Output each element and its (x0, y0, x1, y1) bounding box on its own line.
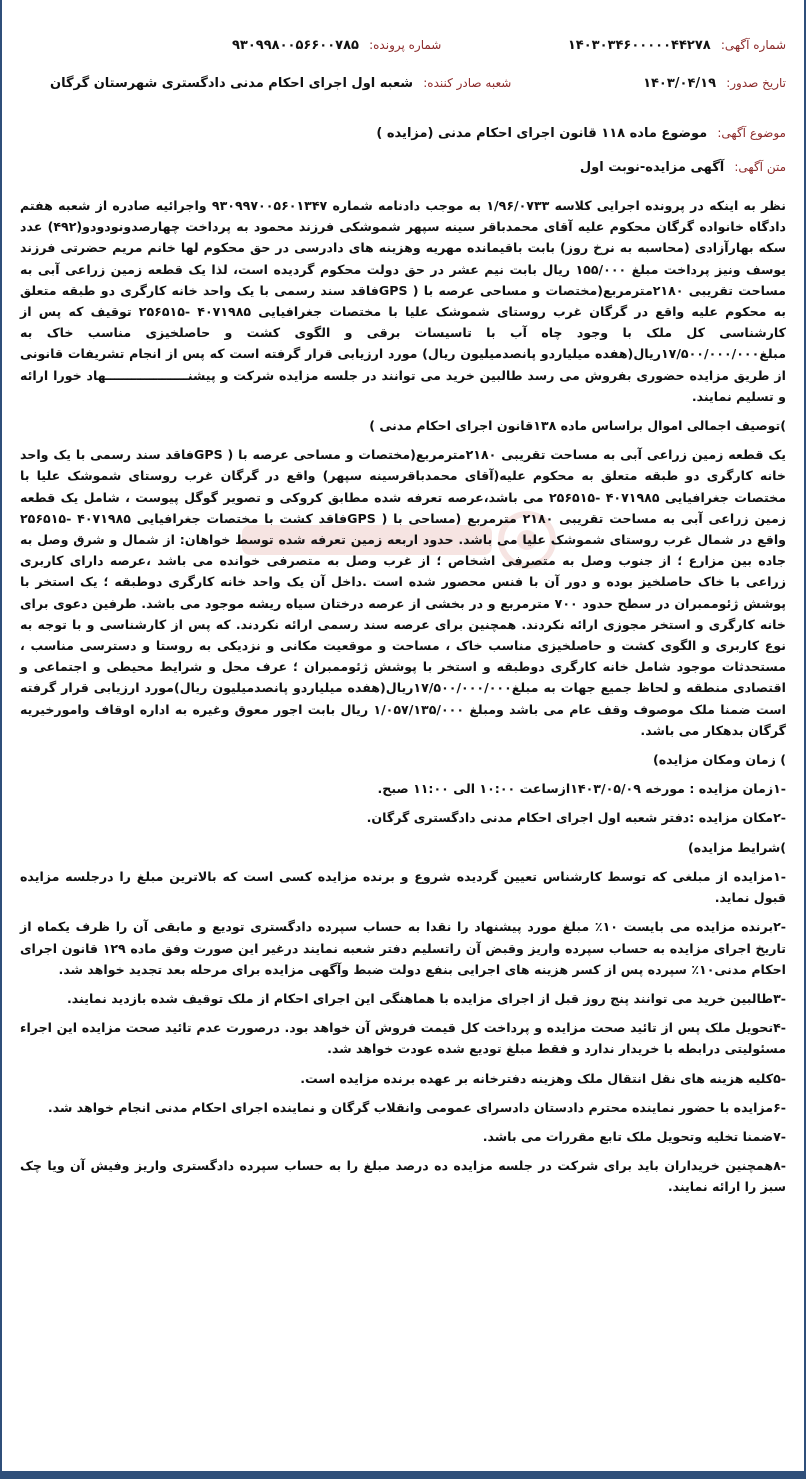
term-item: -۵کلیه هزینه های نقل انتقال ملک وهزینه دفترخانه بر عهده برنده مزایده است. (300, 1070, 786, 1086)
notice-number: ۱۴۰۳۰۳۴۶۰۰۰۰۰۴۴۲۷۸ (567, 38, 711, 53)
time-item: -۱زمان مزایده : مورخه ۱۴۰۳/۰۵/۰۹ازساعت ۱۰:۰۰ الی ۱۱:۰۰ صبح. (377, 781, 786, 797)
notice-body (20, 195, 786, 1206)
text-title: آگهی مزایده-نوبت اول (579, 160, 725, 175)
term-item: -۳طالبین خرید می توانند پنج روز قبل از اجرای مزایده با هماهنگی این اجرای احکام از ملک توقیف شده بازدید نمایند. (67, 990, 786, 1006)
issuer: شعبه اول اجرای احکام مدنی دادگستری شهرستان گرگان (50, 76, 414, 91)
bottom-frame-bar (2, 1471, 804, 1479)
file-number-field (232, 34, 441, 57)
issue-date-field (643, 72, 786, 95)
header-row-1 (42, 34, 786, 56)
issue-date: ۱۴۰۳/۰۴/۱۹ (643, 76, 717, 91)
time-place-title: ) زمان ومکان مزایده) (652, 752, 786, 768)
notice-number-label: شماره آگهی: (720, 38, 786, 52)
file-number-label: شماره پرونده: (369, 38, 442, 52)
text-title-row (22, 156, 786, 179)
term-item: -۸همچنین خریداران باید برای شرکت در جلسه مزایده ده درصد مبلغ را به حساب سپرده دادگستری واریز وفیش آن ویا چک سبز را ارائه نمایند. (20, 1158, 786, 1195)
subject-label: موضوع آگهی: (717, 126, 786, 140)
issuer-field (50, 72, 511, 95)
text-label: متن آگهی: (734, 160, 786, 174)
file-number: ۹۳۰۹۹۸۰۰۵۶۶۰۰۷۸۵ (232, 38, 359, 53)
description-paragraph: یک قطعه زمین زراعی آبی به مساحت تقریبی ۲۱۸۰مترمربع(مختصات و مساحی عرصه با ( GPSفاقد سند رسمی با یک واحد خانه کارگری دو طبقه متعلق به محکوم علیه(آقای محمدباقرسینه سپهر) واقع در گرگان غرب روستای شموشک علیا با مختصات جغرافیایی ۴۰۷۱۹۸۵ -۲۵۶۵۱۵ می باشد،عرصه تعرفه شده مطابق کروکی و تصویر گوگل پیوست ، شامل یک قطعه زمین زراعی آبی به مساحت تقریبی ۲۱۸۰ مترمربع (مساحی با ( GPSفاقد کشت با مختصات جغرافیایی ۴۰۷۱۹۸۵ -۲۵۶۵۱۵ واقع در شمال غرب روستای شموشک علیا می باشد. حدود اربعه زمین تعرفه شده توسط خواهان: از شمال و شرق وصل به جاده بین مزارع ؛ از جنوب وصل به متصرفی اشخاص ؛ از غرب وصل به متصرفی خوانده می باشد ،عرصه دارای کاربری زراعی با خاک حاصلخیز بوده و دور آن با فنس محصور شده است .داخل آن یک واحد خانه کارگری دوطبقه ؛ یک استخر با پوشش ژئوممبران در سطح حدود ۷۰۰ مترمربع و در بخشی از عرصه درختان سیاه ریشه موجود می باشد. طرفین دعوی برای خانه کارگری و استخر مجوزی ارائه نکردند. همچنین برای عرصه سند رسمی ارائه نکردند. که پس از کارشناسی و با توجه به نوع کاربری و الگوی کشت و حاصلخیزی مناسب خاک ، مساحت و موقعیت مکانی و نزدیکی به روستا و دسترسی مناسب ، مستحدثات موجود شامل خانه کارگری دوطبقه و استخر با پوشش ژئوممبران ؛ عرف محل و شرایط محیطی و اجتماعی و اقتصادی منطقه و لحاظ جمیع جهات به مبلغ۱۷/۵۰۰/۰۰۰/۰۰۰ریال(هفده میلیاردو پانصدمیلیون ریال)مورد ارزیابی قرار گرفته است ضمنا ملک موصوف وقف عام می باشد ومبلغ ۱/۰۵۷/۱۳۵/۰۰۰ ریال بابت اجور معوق وغیره به اداره اوقاف وامورخیریه گرگان بدهکار می باشد. (20, 447, 787, 738)
issue-date-label: تاریخ صدور: (726, 76, 786, 90)
notice-number-field (568, 34, 786, 57)
terms-title: )شرایط مزایده) (687, 839, 786, 855)
term-item: -۷ضمنا تخلیه وتحویل ملک تابع مقررات می باشد. (482, 1128, 786, 1144)
subject: موضوع ماده ۱۱۸ قانون اجرای احکام مدنی (مزایده ) (376, 126, 708, 141)
term-item: -۴تحویل ملک پس از تائید صحت مزایده و پرداخت کل قیمت فروش آن خواهد بود. درصورت عدم تائید صحت مزایده این اجراء مسئولیتی درابطه با خریدار ندارد و فقط مبلغ تودیع شده عودت خواهد شد. (20, 1020, 786, 1057)
term-item: -۱مزایده از مبلغی که توسط کارشناس تعیین گردیده شروع و برنده مزایده کسی است که بالاترین مبلغ را درجلسه مزایده قبول نماید. (20, 868, 786, 906)
term-item: -۶مزایده با حضور نماینده محترم دادستان دادسرای عمومی وانقلاب گرگان و نماینده اجرای احکام مدنی انجام خواهد شد. (47, 1099, 786, 1115)
header-row-2 (42, 72, 786, 94)
description-title: )توصیف اجمالی اموال براساس ماده ۱۳۸قانون اجرای احکام مدنی ) (369, 418, 786, 434)
place-item: -۲مکان مزایده :دفتر شعبه اول اجرای احکام مدنی دادگستری گرگان. (366, 810, 786, 826)
term-item: -۲برنده مزایده می بایست ۱۰٪ مبلغ مورد پیشنهاد را نقدا به حساب سپرده دادگستری تودیع و مابقی آن را ظرف یکماه از تاریخ اجرای مزایده به حساب سپرده واریز وقبض آن راتسلیم دفتر شعبه نمایند درغیر این صورت وفق ماده ۱۲۹ قانون اجرای احکام مدنی۱۰٪ سپرده پس از کسر هزینه های اجرایی بنفع دولت ضبط وآگهی مزایده برای مرحله بعد تجدید خواهد شد. (20, 919, 786, 977)
subject-row (22, 122, 786, 145)
issuer-label: شعبه صادر کننده: (423, 76, 512, 90)
intro-paragraph: نظر به اینکه در پرونده اجرایی کلاسه ۱/۹۶/۰۷۳۳ به موجب دادنامه شماره ۹۳۰۹۹۷۰۰۵۶۰۱۳۴۷ واجرائیه صادره از شعبه هفتم دادگاه خانواده گرگان محکوم علیه آقای محمدباقر سینه سپهر شموشکی فرزند محمود به پرداخت چهارصدونودودو(۴۹۲) عدد سکه بهارآزادی (محاسبه به نرخ روز) بابت باقیمانده مهریه وهزینه های دادرسی در حق محکوم لها خانم مریم حضرتی فرزند یوسف ونیز پرداخت مبلغ ۱۵۵/۰۰۰ ریال بابت نیم عشر در حق دولت محکوم گردیده است، لذا یک قطعه زمین زراعی آبی به مساحت تقریبی ۲۱۸۰مترمربع(مختصات و مساحی عرصه با ( GPSفاقد سند رسمی با یک واحد خانه کارگری دو طبقه متعلق به محکوم علیه واقع در گرگان غرب روستای شموشک علیا با مختصات جغرافیایی ۴۰۷۱۹۸۵ -۲۵۶۵۱۵ توقیف که پس از کارشناسی کل ملک با وجود چاه آب با تاسیسات برقی و الگوی کشت و حاصلخیزی مناسب خاک به مبلغ۱۷/۵۰۰/۰۰۰/۰۰۰ریال(هفده میلیاردو پانصدمیلیون ریال) مورد ارزیابی قرار گرفته است که پس از انجام تشریفات قانونی از طریق مزایده حضوری بفروش می رسد طالبین خرید می توانند در جلسه مزایده شرکت و پیشنـــــــــــــــــــهاد خورا ارائه و تسلیم نمایند. (20, 198, 787, 404)
